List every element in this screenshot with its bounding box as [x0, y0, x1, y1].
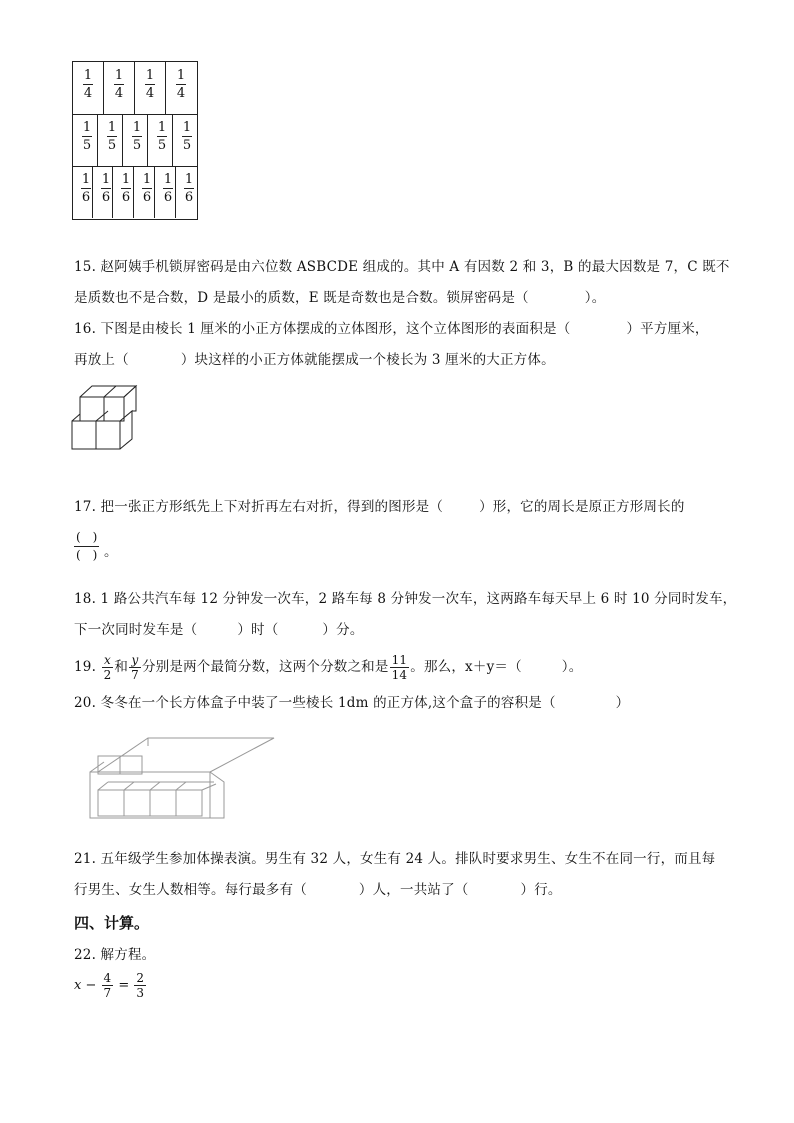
strip-cell: 1 6 [93, 166, 113, 218]
section-heading: 四、计算。 [74, 914, 150, 932]
q16-line2: 再放上（ ）块这样的小正方体就能摆成一个棱长为 3 厘米的大正方体。 [74, 352, 555, 368]
q15-line1: 15. 赵阿姨手机锁屏密码是由六位数 ASBCDE 组成的。其中 A 有因数 2 和 3，B 的最大因数是 7，C 既不 [74, 259, 730, 275]
strip-cell: 1 6 [155, 166, 176, 218]
fraction-y-over-7: $\frac{y}{7}$ [131, 653, 139, 682]
q18-line2: 下一次同时发车是（ ）时（ ）分。 [74, 622, 364, 638]
cube-face [72, 421, 96, 449]
strip-cell: 1 5 [148, 114, 173, 166]
equation: x − $\frac{4}{7}$ = $\frac{2}{3}$ [74, 971, 144, 1000]
strip-cell: 1 5 [73, 114, 98, 166]
fraction-denominator[interactable]: ( ) [76, 548, 98, 562]
strip-row-sixths [73, 166, 197, 218]
strip-cell: 1 4 [176, 68, 186, 101]
cube-side [120, 411, 132, 449]
cube-stack-figure [70, 383, 140, 453]
question-18 [74, 584, 737, 646]
strip-cell: 1 5 [123, 114, 148, 166]
question-20: 20. 冬冬在一个长方体盒子中装了一些棱长 1dm 的正方体,这个盒子的容积是（ ） [74, 695, 630, 711]
q16-line1: 16. 下图是由棱长 1 厘米的小正方体摆成的立体图形，这个立体图形的表面积是（ ）平方厘米， [74, 321, 709, 337]
question-22-title: 22. 解方程。 [74, 947, 156, 963]
fraction-x-over-2: $\frac{x}{2}$ [103, 653, 112, 682]
strip-row-quarters [73, 62, 197, 115]
q18-line1: 18. 1 路公共汽车每 12 分钟发一次车，2 路车每 8 分钟发一次车，这两路车每天早上 6 时 10 分同时发车， [74, 591, 737, 607]
cube-face [96, 421, 120, 449]
q21-line2: 行男生、女生人数相等。每行最多有（ ）人，一共站了（ ）行。 [74, 882, 562, 898]
question-15 [74, 252, 730, 314]
strip-cell: 1 6 [73, 166, 93, 218]
fraction-11-over-14: $\frac{11}{14}$ [391, 653, 408, 682]
question-17: 17. 把一张正方形纸先上下对折再左右对折，得到的图形是（ ）形，它的周长是原正方形周长的 [74, 499, 685, 515]
question-19: 19. $\frac{x}{2}$ 和 $\frac{y}{7}$ 分别是两个最简分数，这两个分数之和是 $\frac{11}{14}$ 。那么，x＋y＝（ ）。 [74, 653, 583, 682]
fraction-2-over-3: $\frac{2}{3}$ [136, 971, 144, 1000]
fraction-4-over-7: $\frac{4}{7}$ [103, 971, 112, 1000]
strip-cell: 1 6 [184, 172, 194, 205]
q17-end: 。 [104, 544, 118, 560]
open-box-figure [84, 732, 278, 822]
q15-line2: 是质数也不是合数，D 是最小的质数，E 既是奇数也是合数。锁屏密码是（ ）。 [74, 290, 606, 306]
fraction-numerator[interactable]: ( ) [76, 530, 98, 544]
strip-cell: 1 5 [182, 120, 192, 153]
cube-face [104, 397, 124, 421]
question-21 [74, 844, 724, 906]
strip-cell: 1 6 [134, 166, 155, 218]
strip-cell: 1 6 [113, 166, 134, 218]
q21-line1: 21. 五年级学生参加体操表演。男生有 32 人，女生有 24 人。排队时要求男生、女生不在同一行，而且每 [74, 851, 716, 867]
strip-cell: 1 5 [98, 114, 123, 166]
fraction-strip-table [72, 61, 198, 220]
q17-fraction [74, 531, 99, 562]
strip-cell: 1 4 [104, 62, 135, 114]
strip-row-fifths [73, 114, 197, 167]
question-16 [74, 314, 724, 376]
cube-top [80, 386, 136, 397]
strip-cell: 1 4 [73, 62, 104, 114]
strip-cell: 1 4 [135, 62, 166, 114]
